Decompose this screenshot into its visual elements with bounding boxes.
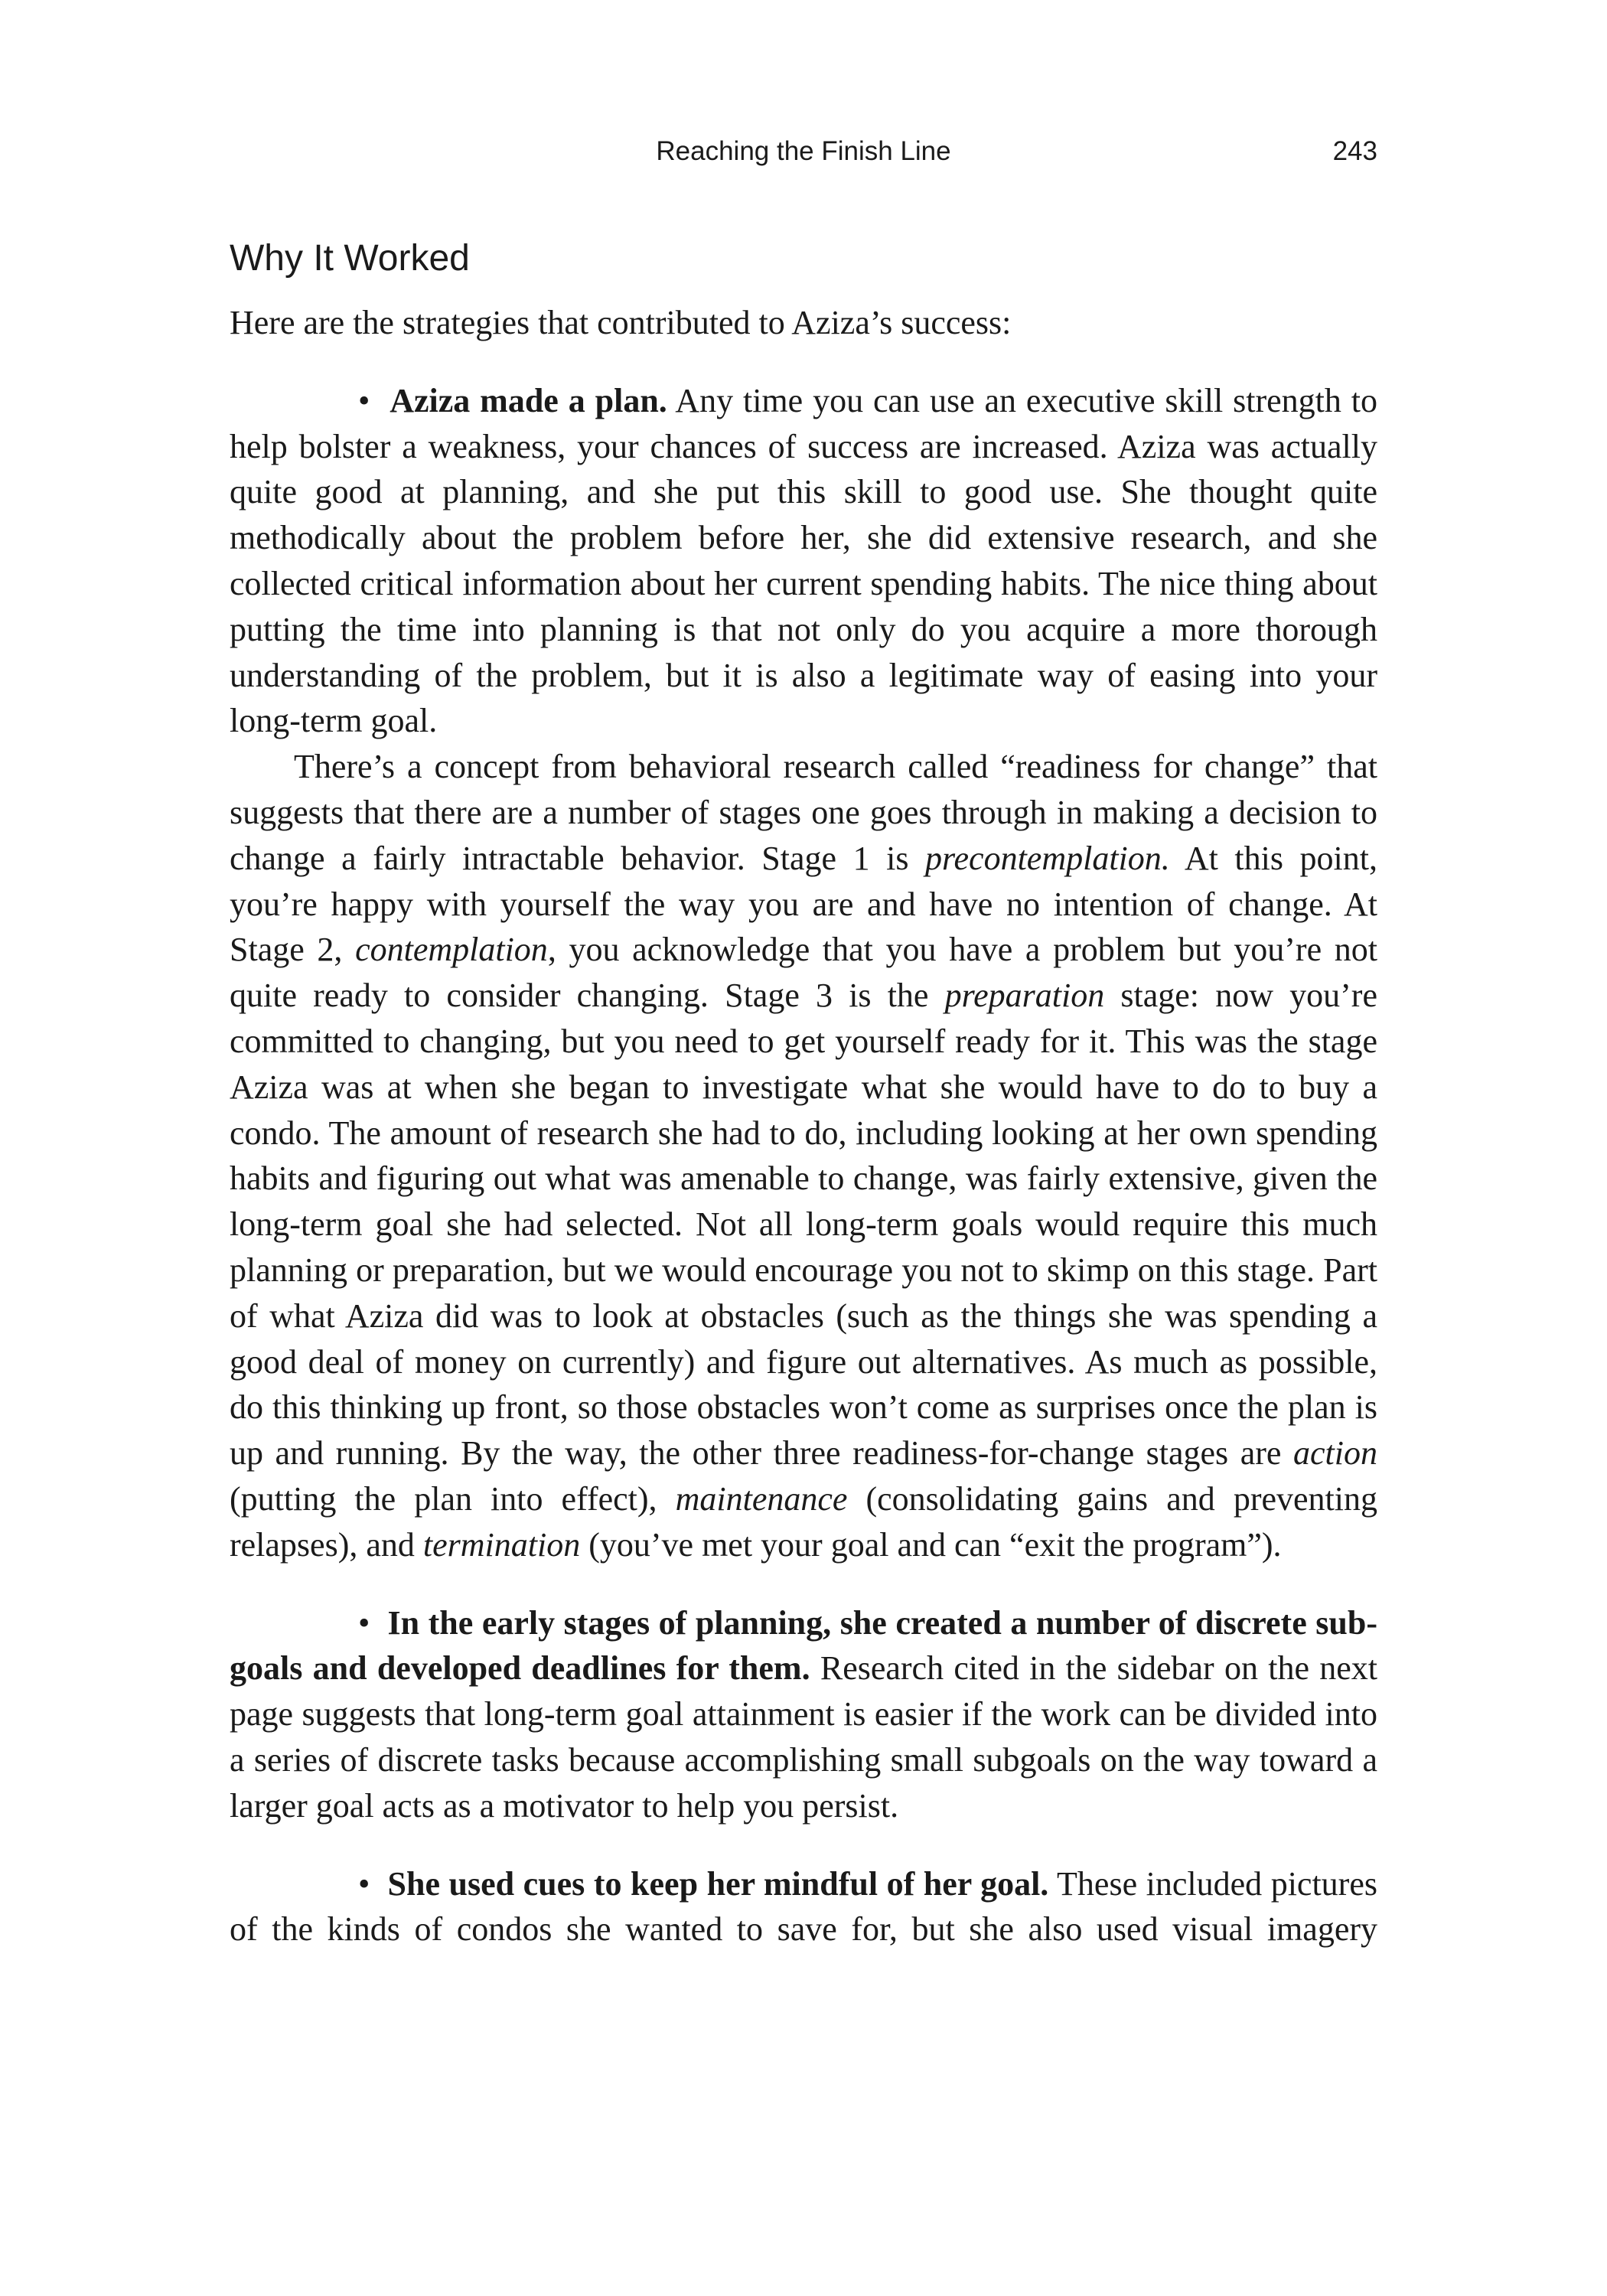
bullet-item-plan [230,378,1377,744]
bullet-item-subgoals [230,1600,1377,1829]
emphasis-term: contemplation [355,931,548,969]
paragraph-text: , you acknowledge that you have a problem but you’re not quite ready to consider changing. Stage 3 is the [230,931,1377,1015]
readiness-paragraph [230,744,1377,1567]
bullet-text: Any time you can use an executive skill strength to help bolster a weakness, your chances of success are increased. Aziza was actually quite good at planning, and she put this skill to good use. She thought quite methodically about the problem before her, she did extensive research, and she collected critical information about her current spending habits. The nice thing about putting the time into planning is that not only do you acquire a more thorough understanding of the problem, but it is also a legitimate way of easing into your long-term goal. [230,381,1377,740]
paragraph-text: (you’ve met your goal and can “exit the program”). [580,1525,1282,1564]
emphasis-term: precontemplation. [925,839,1170,877]
page-number: 243 [1332,136,1377,166]
running-head [230,136,1377,174]
paragraph-text: stage: now you’re committed to changing, but you need to get yourself ready for it. This was the stage Aziza was at when she began to investigate what she would have to do to buy a condo. The amount of research she had to do, including looking at her own spending habits and figuring out what was amenable to change, was fairly extensive, given the long-term goal she had selected. Not all long-term goals would require this much planning or preparation, but we would encourage you not to skimp on this stage. Part of what Aziza did was to look at obstacles (such as the things she was spending a good deal of money on currently) and figure out alternatives. As much as possible, do this thinking up front, so those obstacles won’t come as surprises once the plan is up and running. By the way, the other three readiness-for-change stages are [230,977,1377,1473]
bullet-marker: • [358,381,370,419]
bullet-text: Research cited in the sidebar on the next page suggests that long-term goal attainment is easier if the work can be divided into a series of discrete tasks because accomplishing small subgoals on the way toward a larger goal acts as a motivator to help you persist. [230,1649,1377,1825]
emphasis-term: maintenance [675,1479,848,1518]
paragraph-text: (putting the plan into effect), [230,1479,676,1518]
emphasis-term: action [1293,1434,1377,1473]
bullet-text: These included pictures of the kinds of condos she wanted to save for, but she also used visual imagery [230,1864,1377,1949]
emphasis-term: termination [422,1525,581,1564]
paragraph-text: (consolidating gains and preventing relapses), and [230,1479,1377,1564]
bullet-marker: • [358,1603,370,1642]
intro-paragraph: Here are the strategies that contributed to Aziza’s success: [230,304,1012,341]
emphasis-term: preparation [944,977,1105,1015]
bullet-lead: Aziza made a plan. [390,381,667,419]
bullet-lead: She used cues to keep her mindful of her goal. [387,1864,1049,1903]
bullet-lead: In the early stages of planning, she created a number of discrete subgoals and developed deadlines for them. [230,1603,1377,1688]
paragraph-text: At this point, you’re happy with yourself the way you are and have no intention of change. At Stage 2, [230,839,1377,969]
bullet-item-cues [230,1861,1377,1953]
running-title: Reaching the Finish Line [656,136,951,166]
paragraph-text: There’s a concept from behavioral research called “readiness for change” that suggests that there are a number of stages one goes through in making a decision to change a fairly intractable behavior. Stage 1 is [230,748,1377,877]
body-text [230,300,1377,1952]
bullet-marker: • [358,1864,370,1903]
section-heading: Why It Worked [230,238,470,279]
